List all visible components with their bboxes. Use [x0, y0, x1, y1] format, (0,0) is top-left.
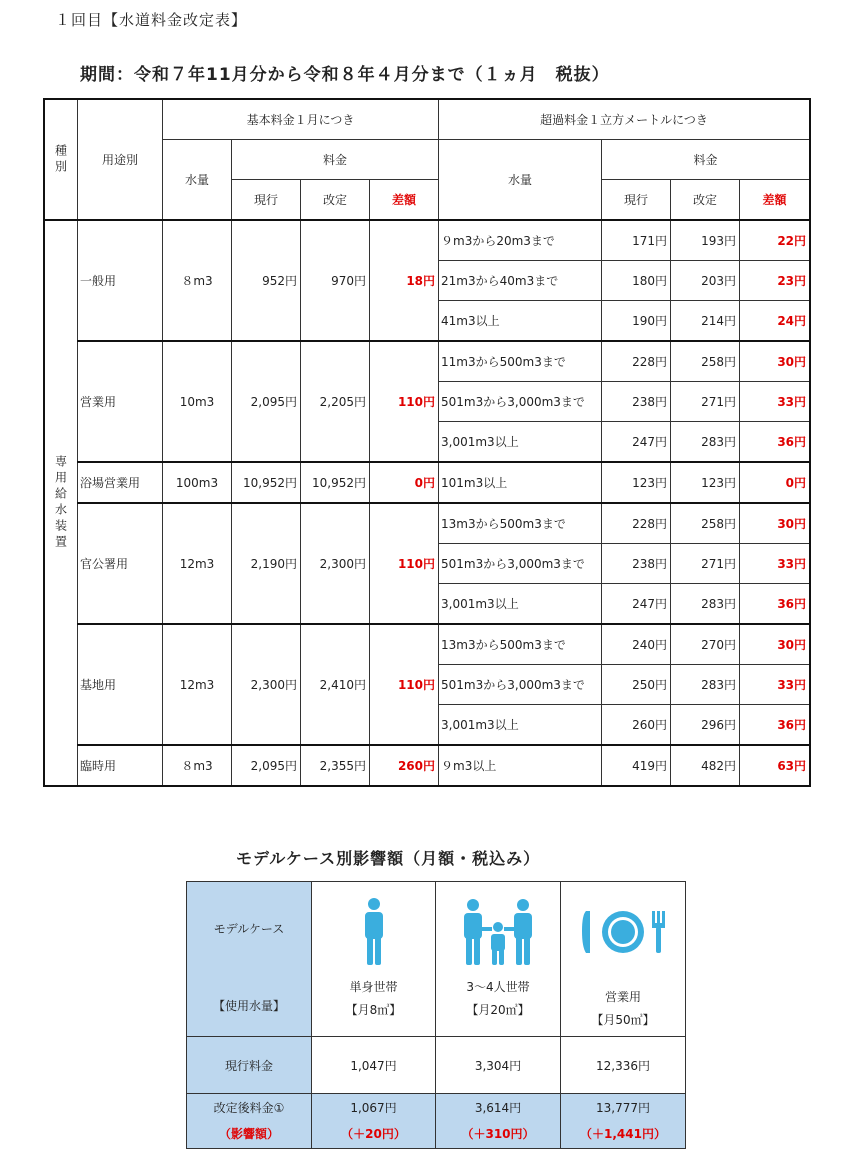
- table-row: [45, 503, 810, 544]
- model-label-cell: [187, 882, 312, 1037]
- excess-diff-cell: 36円: [740, 422, 810, 463]
- basic-revised-cell: 2,300円: [301, 503, 370, 624]
- header-type-label: 種別: [53, 143, 68, 176]
- case-business-impact: （＋1,441円）: [580, 1127, 666, 1141]
- excess-revised-cell: 270円: [671, 624, 740, 665]
- basic-current-cell: 2,190円: [232, 503, 301, 624]
- excess-range-cell: 501m3から3,000m3まで: [439, 544, 602, 584]
- excess-revised-cell: 271円: [671, 544, 740, 584]
- header-basic: 基本料金１月につき: [163, 100, 439, 140]
- excess-range-cell: 501m3から3,000m3まで: [439, 382, 602, 422]
- excess-current-cell: 228円: [602, 341, 671, 382]
- model-case-title: モデルケース別影響額（月額・税込み）: [236, 849, 541, 868]
- excess-diff-cell: 63円: [740, 745, 810, 786]
- excess-range-cell: 3,001m3以上: [439, 584, 602, 625]
- excess-current-cell: 240円: [602, 624, 671, 665]
- case-business-volume: 【月50㎥】: [591, 1013, 655, 1027]
- excess-range-cell: 21m3から40m3まで: [439, 261, 602, 301]
- excess-range-cell: 501m3から3,000m3まで: [439, 665, 602, 705]
- excess-range-cell: 3,001m3以上: [439, 422, 602, 463]
- excess-revised-cell: 214円: [671, 301, 740, 342]
- excess-range-cell: 41m3以上: [439, 301, 602, 342]
- case-business-revised-cell: [561, 1094, 686, 1149]
- case-single-name: 単身世帯: [349, 980, 398, 994]
- header-basic-revised: 改定: [301, 180, 370, 221]
- header-excess: 超過料金１立方メートルにつき: [439, 100, 810, 140]
- basic-current-cell: 952円: [232, 220, 301, 341]
- excess-diff-cell: 30円: [740, 624, 810, 665]
- basic-diff-cell: 110円: [370, 503, 439, 624]
- table-row: [45, 220, 810, 261]
- excess-current-cell: 180円: [602, 261, 671, 301]
- case-business-name: 営業用: [604, 990, 641, 1004]
- table-row: [45, 745, 810, 786]
- excess-revised-cell: 482円: [671, 745, 740, 786]
- excess-range-cell: ９m3から20m3まで: [439, 220, 602, 261]
- excess-current-cell: 123円: [602, 462, 671, 503]
- basic-diff-cell: 110円: [370, 341, 439, 462]
- category-cell: [45, 220, 78, 786]
- document-heading: １回目【水道料金改定表】: [55, 11, 248, 29]
- case-business: [561, 882, 686, 1037]
- excess-diff-cell: 33円: [740, 382, 810, 422]
- excess-current-cell: 247円: [602, 584, 671, 625]
- basic-volume-cell: 12m3: [163, 503, 232, 624]
- basic-volume-cell: 100m3: [163, 462, 232, 503]
- header-usage: 用途別: [78, 100, 163, 221]
- period-title: 期間：令和７年11月分から令和８年４月分まで（１ヵ月 税抜）: [80, 65, 610, 85]
- table-row: [45, 341, 810, 382]
- family-icon: [460, 897, 536, 967]
- excess-diff-cell: 30円: [740, 341, 810, 382]
- excess-diff-cell: 30円: [740, 503, 810, 544]
- basic-diff-cell: 110円: [370, 624, 439, 745]
- excess-current-cell: 250円: [602, 665, 671, 705]
- usage-cell: 一般用: [78, 220, 163, 341]
- revised-fee-label-cell: [187, 1094, 312, 1149]
- header-basic-current: 現行: [232, 180, 301, 221]
- excess-current-cell: 260円: [602, 705, 671, 746]
- excess-revised-cell: 258円: [671, 503, 740, 544]
- rate-table: [44, 99, 810, 786]
- usage-volume-label: 【使用水量】: [212, 999, 285, 1013]
- excess-current-cell: 238円: [602, 544, 671, 584]
- excess-range-cell: 101m3以上: [439, 462, 602, 503]
- case-family-name: 3～4人世帯: [466, 980, 530, 994]
- excess-current-cell: 247円: [602, 422, 671, 463]
- basic-diff-cell: 18円: [370, 220, 439, 341]
- basic-volume-cell: ８m3: [163, 220, 232, 341]
- basic-volume-cell: ８m3: [163, 745, 232, 786]
- basic-volume-cell: 12m3: [163, 624, 232, 745]
- excess-range-cell: 11m3から500m3まで: [439, 341, 602, 382]
- excess-diff-cell: 0円: [740, 462, 810, 503]
- case-single-current: 1,047円: [312, 1037, 436, 1094]
- excess-current-cell: 190円: [602, 301, 671, 342]
- excess-diff-cell: 24円: [740, 301, 810, 342]
- basic-revised-cell: 970円: [301, 220, 370, 341]
- excess-revised-cell: 123円: [671, 462, 740, 503]
- case-single-volume: 【月8㎥】: [345, 1003, 402, 1017]
- model-case-label: モデルケース: [213, 922, 285, 936]
- excess-revised-cell: 283円: [671, 422, 740, 463]
- case-single-revised: 1,067円: [350, 1101, 397, 1115]
- basic-revised-cell: 2,410円: [301, 624, 370, 745]
- excess-diff-cell: 36円: [740, 584, 810, 625]
- excess-diff-cell: 33円: [740, 665, 810, 705]
- single-person-icon: [354, 897, 394, 967]
- basic-revised-cell: 2,205円: [301, 341, 370, 462]
- category-label: 専用給水装置: [53, 455, 68, 551]
- header-excess-fee: 料金: [602, 140, 810, 180]
- header-excess-volume: 水量: [439, 140, 602, 221]
- excess-current-cell: 238円: [602, 382, 671, 422]
- excess-current-cell: 228円: [602, 503, 671, 544]
- case-family-current: 3,304円: [436, 1037, 561, 1094]
- usage-cell: 営業用: [78, 341, 163, 462]
- excess-diff-cell: 36円: [740, 705, 810, 746]
- header-basic-fee: 料金: [232, 140, 439, 180]
- excess-current-cell: 171円: [602, 220, 671, 261]
- basic-diff-cell: 0円: [370, 462, 439, 503]
- table-row: [45, 462, 810, 503]
- excess-revised-cell: 271円: [671, 382, 740, 422]
- dining-icon: [580, 907, 666, 957]
- basic-current-cell: 2,300円: [232, 624, 301, 745]
- case-single-impact: （＋20円）: [341, 1127, 406, 1141]
- excess-revised-cell: 193円: [671, 220, 740, 261]
- model-case-table: [186, 881, 686, 1149]
- excess-revised-cell: 283円: [671, 584, 740, 625]
- excess-range-cell: 13m3から500m3まで: [439, 503, 602, 544]
- revised-fee-label: 改定後料金①: [213, 1101, 285, 1115]
- basic-current-cell: 10,952円: [232, 462, 301, 503]
- case-single: [312, 882, 436, 1037]
- case-family-volume: 【月20㎥】: [466, 1003, 530, 1017]
- case-business-revised: 13,777円: [596, 1101, 650, 1115]
- case-single-revised-cell: [312, 1094, 436, 1149]
- excess-revised-cell: 258円: [671, 341, 740, 382]
- header-excess-current: 現行: [602, 180, 671, 221]
- basic-revised-cell: 10,952円: [301, 462, 370, 503]
- excess-range-cell: 3,001m3以上: [439, 705, 602, 746]
- excess-range-cell: 13m3から500m3まで: [439, 624, 602, 665]
- header-excess-difference: 差額: [740, 180, 810, 221]
- excess-diff-cell: 22円: [740, 220, 810, 261]
- header-excess-revised: 改定: [671, 180, 740, 221]
- excess-revised-cell: 296円: [671, 705, 740, 746]
- basic-volume-cell: 10m3: [163, 341, 232, 462]
- table-row: [45, 624, 810, 665]
- usage-cell: 基地用: [78, 624, 163, 745]
- excess-diff-cell: 23円: [740, 261, 810, 301]
- basic-current-cell: 2,095円: [232, 745, 301, 786]
- current-fee-label: 現行料金: [187, 1037, 312, 1094]
- excess-diff-cell: 33円: [740, 544, 810, 584]
- excess-range-cell: ９m3以上: [439, 745, 602, 786]
- case-family-revised-cell: [436, 1094, 561, 1149]
- header-basic-difference: 差額: [370, 180, 439, 221]
- excess-current-cell: 419円: [602, 745, 671, 786]
- basic-revised-cell: 2,355円: [301, 745, 370, 786]
- excess-revised-cell: 283円: [671, 665, 740, 705]
- header-basic-volume: 水量: [163, 140, 232, 221]
- usage-cell: 臨時用: [78, 745, 163, 786]
- basic-diff-cell: 260円: [370, 745, 439, 786]
- case-family: [436, 882, 561, 1037]
- case-business-current: 12,336円: [561, 1037, 686, 1094]
- header-type: [45, 100, 78, 221]
- excess-revised-cell: 203円: [671, 261, 740, 301]
- basic-current-cell: 2,095円: [232, 341, 301, 462]
- case-family-impact: （＋310円）: [461, 1127, 535, 1141]
- impact-label: （影響額）: [218, 1127, 279, 1141]
- usage-cell: 官公署用: [78, 503, 163, 624]
- case-family-revised: 3,614円: [474, 1101, 522, 1115]
- usage-cell: 浴場営業用: [78, 462, 163, 503]
